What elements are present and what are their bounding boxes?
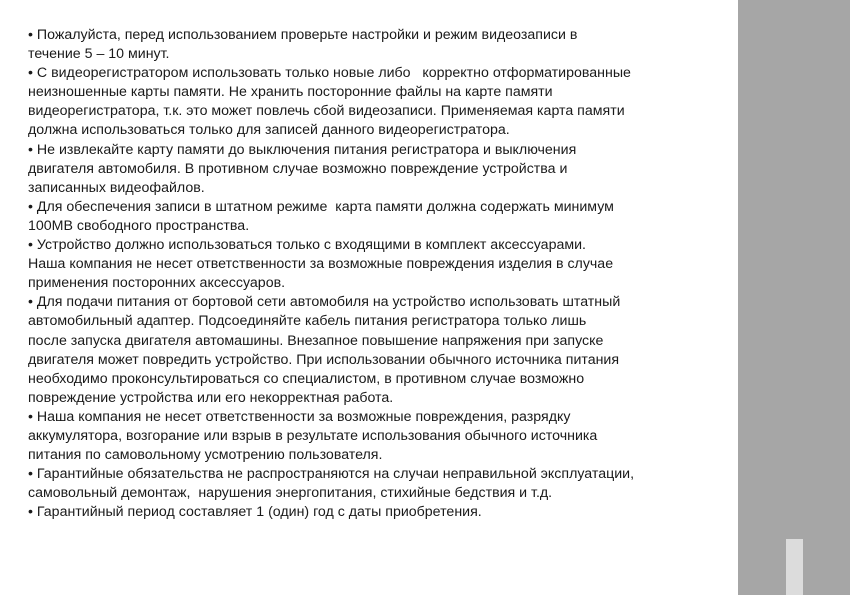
text-line: автомобильный адаптер. Подсоединяйте кабель питания регистратора только лишь [28,313,587,330]
text-line: • Гарантийный период составляет 1 (один) год с даты приобретения. [28,504,482,521]
text-line: должна использоваться только для записей данного видеорегистратора. [28,122,510,139]
text-line: течение 5 – 10 минут. [28,46,170,63]
text-line: повреждение устройства или его некорректная работа. [28,389,394,406]
text-line: 100MB свободного пространства. [28,217,250,234]
text-line: применения посторонних аксессуаров. [28,275,286,292]
text-line: необходимо проконсультироваться со специалистом, в противном случае возможно [28,370,585,387]
text-line: Наша компания не несет ответственности за возможные повреждения изделия в случае [28,256,614,273]
text-line: аккумулятора, возгорание или взрыв в результате использования обычного источника [28,427,598,444]
text-line: • Пожалуйста, перед использованием проверьте настройки и режим видеозаписи в [28,27,578,43]
text-line: • Для подачи питания от бортовой сети автомобиля на устройство использовать штатный [28,294,621,311]
text-line: двигателя может повредить устройство. При использовании обычного источника питания [28,351,620,368]
text-line: • Наша компания не несет ответственности за возможные повреждения, разрядку [28,408,571,425]
instructions-text [28,26,734,522]
text-line: • Устройство должно использоваться только с входящими в комплект аксессуарами. [28,237,586,254]
text-line: • Гарантийные обязательства не распространяются на случаи неправильной эксплуатации, [28,466,635,483]
page-edge-tab [786,539,803,595]
text-line: • Не извлекайте карту памяти до выключения питания регистратора и выключения [28,141,577,158]
text-line: • С видеорегистратором использовать только новые либо корректно отформатированные [28,65,631,82]
text-line: двигателя автомобиля. В противном случае возможно повреждение устройства и [28,160,568,177]
text-line: записанных видеофайлов. [28,179,205,196]
text-line: после запуска двигателя автомашины. Внезапное повышение напряжения при запуске [28,332,604,349]
text-line: видеорегистратора, т.к. это может повлечь сбой видеозаписи. Применяемая карта памяти [28,103,625,120]
text-line: • Для обеспечения записи в штатном режиме карта памяти должна содержать минимум [28,198,614,215]
text-line: неизношенные карты памяти. Не хранить посторонние файлы на карте памяти [28,84,553,101]
text-line: питания по самовольному усмотрению пользователя. [28,447,383,464]
page-side-band [738,0,850,595]
text-line: самовольный демонтаж, нарушения энергопитания, стихийные бедствия и т.д. [28,485,553,502]
